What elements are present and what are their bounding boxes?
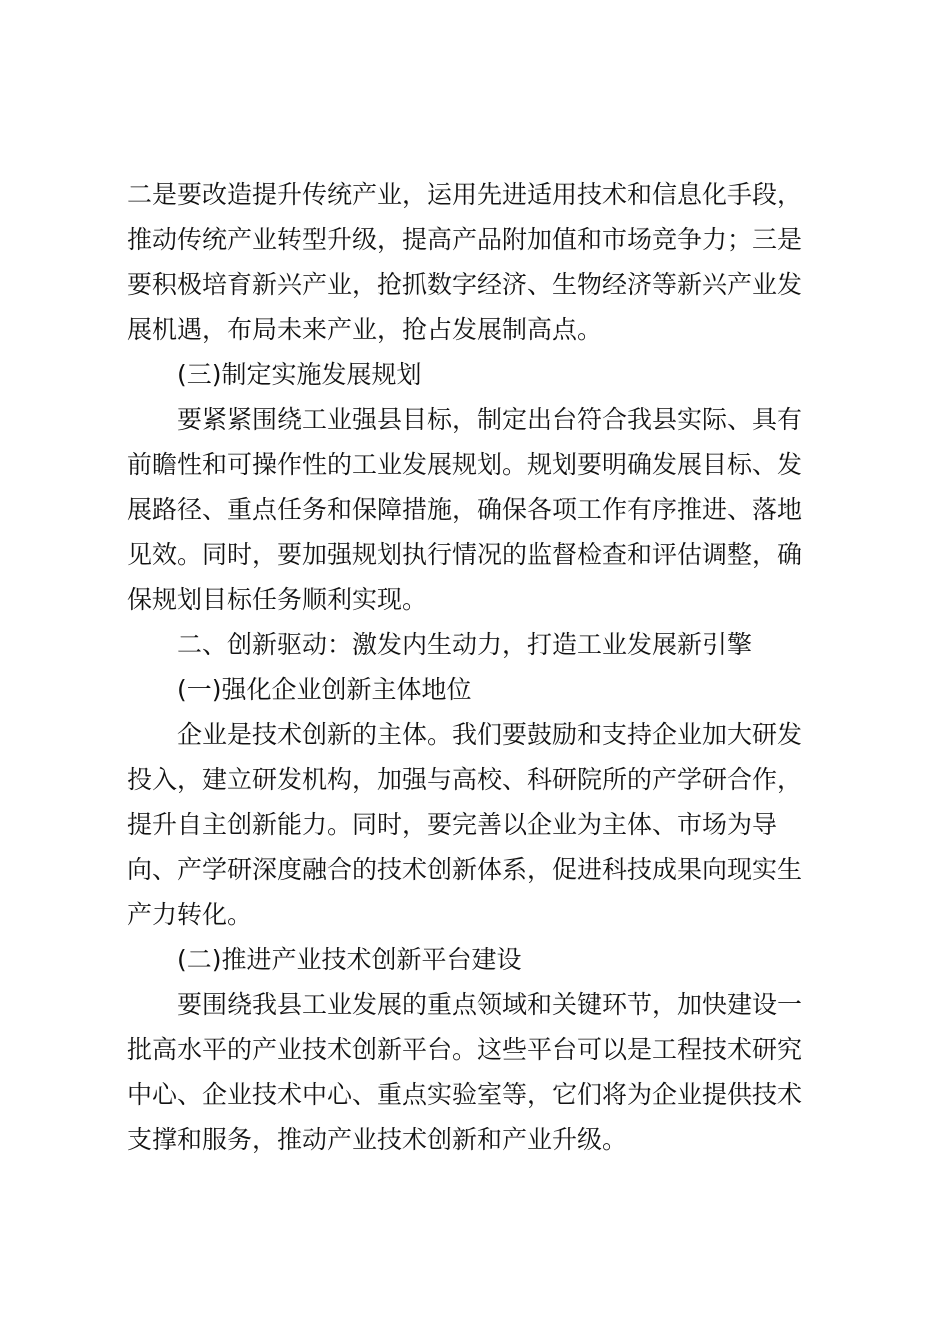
- document-page: [127, 172, 819, 1162]
- text-line: 批高水平的产业技术创新平台。这些平台可以是工程技术研究: [127, 1035, 803, 1064]
- text-line: 中心、企业技术中心、重点实验室等，它们将为企业提供技术: [127, 1080, 803, 1109]
- text-line: 要积极培育新兴产业，抢抓数字经济、生物经济等新兴产业发: [127, 270, 803, 299]
- text-line: 展机遇，布局未来产业，抢占发展制高点。: [127, 315, 603, 344]
- text-line: 前瞻性和可操作性的工业发展规划。规划要明确发展目标、发: [127, 450, 803, 479]
- text-line: 二、创新驱动：激发内生动力，打造工业发展新引擎: [177, 630, 753, 659]
- text-line: (二)推进产业技术创新平台建设: [177, 945, 522, 974]
- text-line: (一)强化企业创新主体地位: [177, 675, 472, 704]
- text-line: 要围绕我县工业发展的重点领域和关键环节，加快建设一: [177, 990, 803, 1019]
- text-line: 二是要改造提升传统产业，运用先进适用技术和信息化手段，: [127, 180, 803, 209]
- text-line: 企业是技术创新的主体。我们要鼓励和支持企业加大研发: [177, 720, 803, 749]
- text-line: (三)制定实施发展规划: [177, 360, 422, 389]
- text-line: 支撑和服务，推动产业技术创新和产业升级。: [127, 1125, 628, 1154]
- text-line: 要紧紧围绕工业强县目标，制定出台符合我县实际、具有: [177, 405, 803, 434]
- text-line: 产力转化。: [127, 900, 253, 929]
- text-line: 投入，建立研发机构，加强与高校、科研院所的产学研合作，: [127, 765, 803, 794]
- text-line: 见效。同时，要加强规划执行情况的监督检查和评估调整，确: [127, 540, 803, 569]
- text-line: 推动传统产业转型升级，提高产品附加值和市场竞争力；三是: [127, 225, 803, 254]
- text-line: 保规划目标任务顺利实现。: [127, 585, 428, 614]
- text-line: 展路径、重点任务和保障措施，确保各项工作有序推进、落地: [127, 495, 803, 524]
- text-line: 向、产学研深度融合的技术创新体系，促进科技成果向现实生: [127, 855, 803, 884]
- text-line: 提升自主创新能力。同时，要完善以企业为主体、市场为导: [127, 810, 778, 839]
